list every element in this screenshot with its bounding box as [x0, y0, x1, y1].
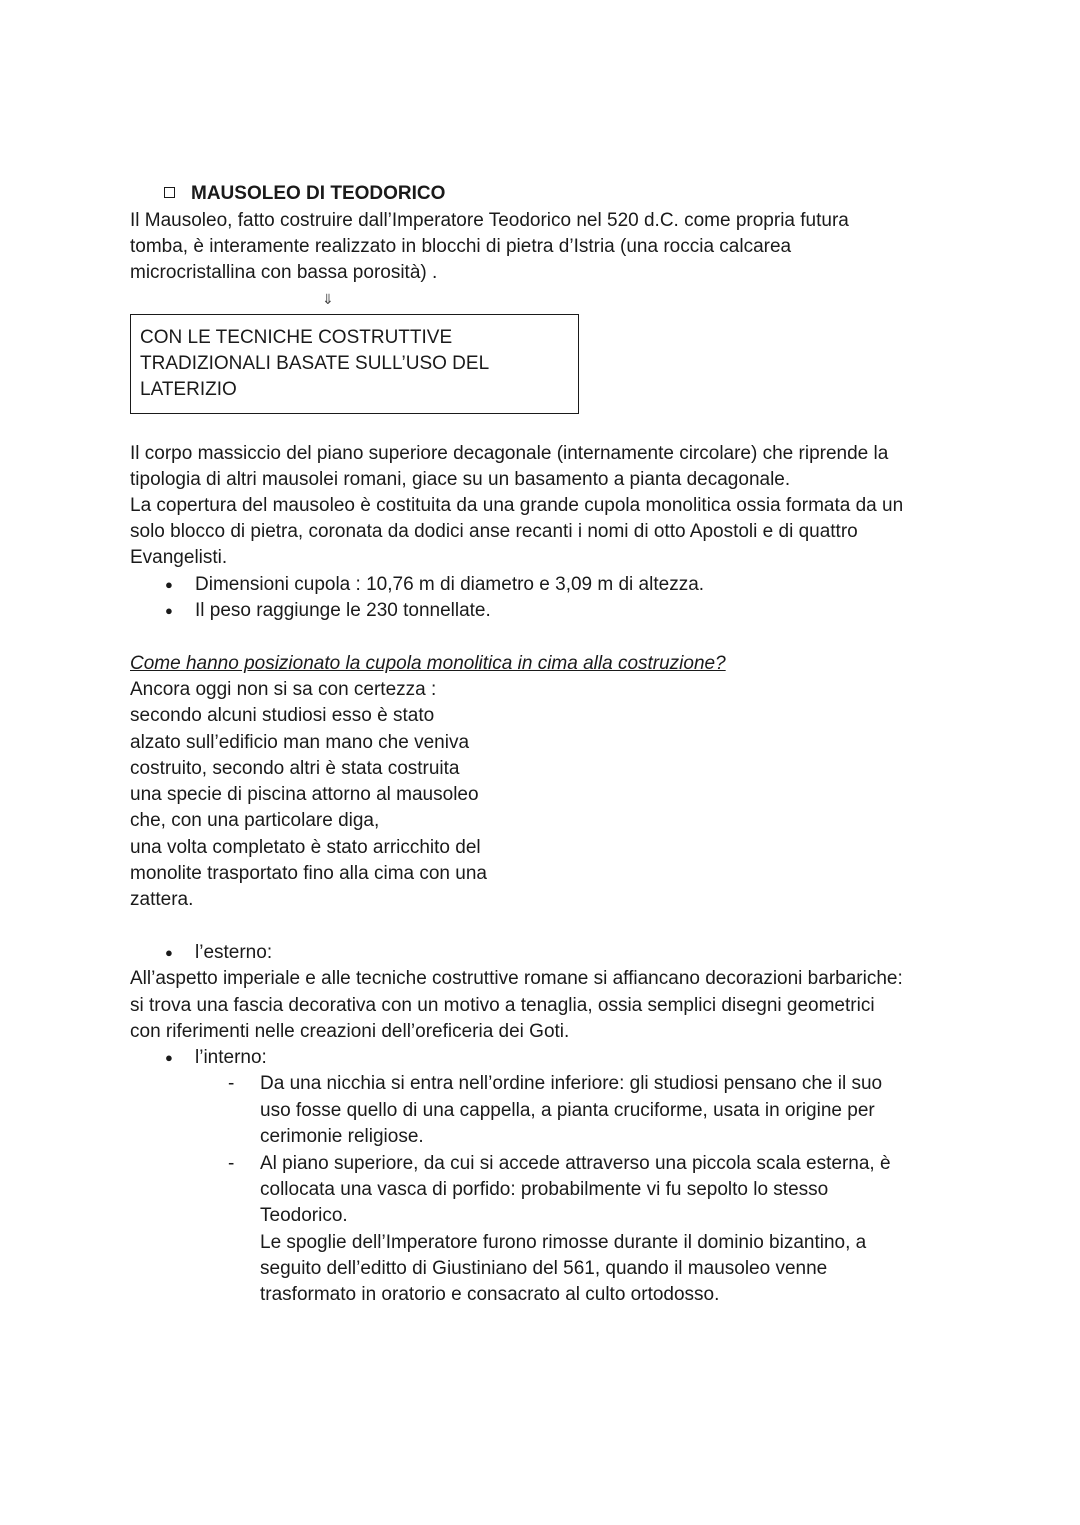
heading-text: MAUSOLEO DI TEODORICO	[191, 183, 446, 204]
body-line: tipologia di altri mausolei romani, giace su un basamento a pianta decagonale.	[130, 469, 791, 490]
question-heading: Come hanno posizionato la cupola monolitica in cima alla costruzione?	[130, 653, 726, 674]
interior-line: Teodorico.	[260, 1205, 348, 1226]
intro-line: Il Mausoleo, fatto costruire dall’Imperatore Teodorico nel 520 d.C. come propria futura	[130, 210, 849, 231]
exterior-line: si trova una fascia decorativa con un motivo a tenaglia, ossia semplici disegni geometrici	[130, 995, 875, 1016]
answer-line: monolite trasportato fino alla cima con una	[130, 863, 487, 884]
answer-line: zattera.	[130, 889, 194, 910]
interior-line: Le spoglie dell’Imperatore furono rimosse durante il dominio bizantino, a	[260, 1232, 867, 1253]
dash-bullet: -	[228, 1073, 235, 1094]
interior-label: l’interno:	[195, 1047, 267, 1068]
dome-fact: Il peso raggiunge le 230 tonnellate.	[195, 600, 491, 621]
body-line: La copertura del mausoleo è costituita da una grande cupola monolitica ossia formata da un	[130, 495, 904, 516]
body-line: solo blocco di pietra, coronata da dodici anse recanti i nomi di otto Apostoli e di quattro	[130, 521, 858, 542]
down-arrow-icon: ⇓	[322, 291, 334, 307]
bullet-icon: ●	[165, 945, 173, 960]
answer-line: una specie di piscina attorno al mausoleo	[130, 784, 479, 805]
interior-line: seguito dell’editto di Giustiniano del 561, quando il mausoleo venne	[260, 1258, 828, 1279]
exterior-line: All’aspetto imperiale e alle tecniche costruttive romane si affiancano decorazioni barbariche:	[130, 968, 903, 989]
bullet-icon: ●	[165, 577, 173, 592]
bullet-icon: ●	[165, 603, 173, 618]
callout-line: LATERIZIO	[140, 379, 237, 400]
interior-line: uso fosse quello di una cappella, a pianta cruciforme, usata in origine per	[260, 1100, 875, 1121]
interior-line: Da una nicchia si entra nell’ordine inferiore: gli studiosi pensano che il suo	[260, 1073, 883, 1094]
exterior-line: con riferimenti nelle creazioni dell’oreficeria dei Goti.	[130, 1021, 570, 1042]
answer-line: costruito, secondo altri è stata costruita	[130, 758, 460, 779]
answer-line: alzato sull’edificio man mano che veniva	[130, 732, 470, 753]
interior-line: trasformato in oratorio e consacrato al culto ortodosso.	[260, 1284, 720, 1305]
body-line: Il corpo massiccio del piano superiore decagonale (internamente circolare) che riprende la	[130, 443, 889, 464]
callout-box	[130, 314, 579, 414]
bullet-icon: ●	[165, 1050, 173, 1065]
interior-line: Al piano superiore, da cui si accede attraverso una piccola scala esterna, è	[260, 1153, 891, 1174]
section-heading	[164, 181, 445, 207]
checkbox-bullet-icon	[164, 187, 175, 198]
dash-bullet: -	[228, 1153, 235, 1174]
answer-line: Ancora oggi non si sa con certezza :	[130, 679, 437, 700]
interior-line: collocata una vasca di porfido: probabilmente vi fu sepolto lo stesso	[260, 1179, 829, 1200]
callout-line: TRADIZIONALI BASATE SULL’USO DEL	[140, 353, 490, 374]
intro-line: tomba, è interamente realizzato in blocchi di pietra d’Istria (una roccia calcarea	[130, 236, 792, 257]
interior-line: cerimonie religiose.	[260, 1126, 424, 1147]
answer-line: che, con una particolare diga,	[130, 810, 380, 831]
body-line: Evangelisti.	[130, 547, 228, 568]
dome-fact: Dimensioni cupola : 10,76 m di diametro e 3,09 m di altezza.	[195, 574, 705, 595]
exterior-label: l’esterno:	[195, 942, 273, 963]
intro-line: microcristallina con bassa porosità) .	[130, 262, 438, 283]
callout-line: CON LE TECNICHE COSTRUTTIVE	[140, 327, 453, 348]
answer-line: secondo alcuni studiosi esso è stato	[130, 705, 435, 726]
answer-line: una volta completato è stato arricchito del	[130, 837, 481, 858]
